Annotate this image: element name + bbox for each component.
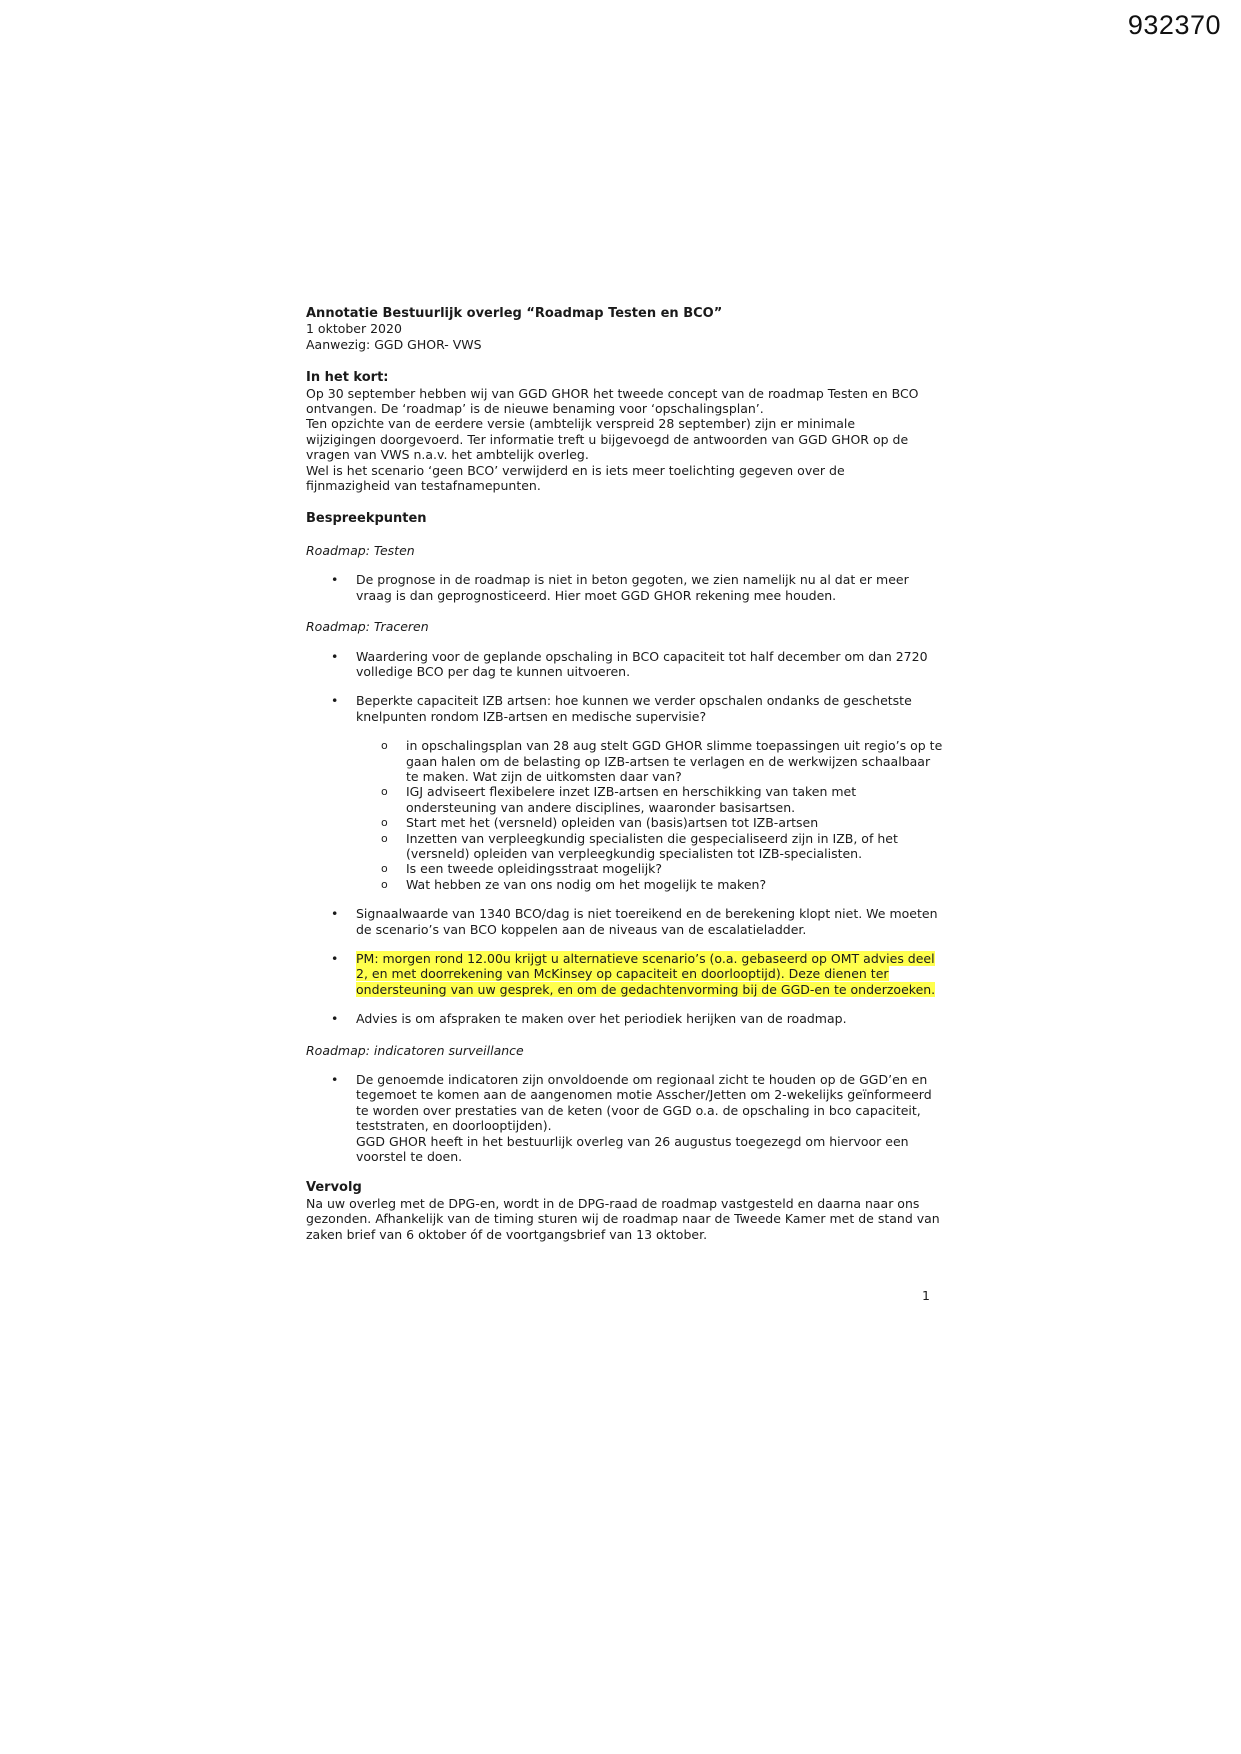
summary-heading: In het kort: (306, 370, 389, 386)
sub-list-item: o Start met het (versneld) opleiden van (basis)artsen tot IZB-artsen (356, 815, 946, 830)
document-number: 932370 (1127, 10, 1221, 40)
sub-list-item: o IGJ adviseert flexibelere inzet IZB-artsen en herschikking van taken met ondersteuning van andere disciplines, waaronder basisartsen. (356, 784, 946, 815)
list-item: • De prognose in de roadmap is niet in beton gegoten, we zien namelijk nu al dat er meer vraag is dan geprognosticeerd. Hier moet GGD GHOR rekening mee houden. (306, 572, 946, 603)
sub-list-item: o in opschalingsplan van 28 aug stelt GGD GHOR slimme toepassingen uit regio’s op te gaan halen om de belasting op IZB-artsen te verlagen en de werkwijzen schaalbaar te maken. Wat zijn de uitkomsten daar van? (356, 738, 946, 784)
document-title: Annotatie Bestuurlijk overleg “Roadmap Testen en BCO” (306, 306, 723, 321)
followup-section (306, 1180, 946, 1242)
summary-line: vragen van VWS n.a.v. het ambtelijk overleg. (306, 447, 589, 463)
highlighted-text: PM: morgen rond 12.00u krijgt u alternatieve scenario’s (o.a. gebaseerd op OMT advies deel 2, en met doorrekening van McKinsey op capaciteit en doorlooptijd). Deze dienen ter ondersteuning van uw gesprek, en om de gedachtenvorming bij de GGD-en te onderzoeken. (356, 951, 936, 997)
list-item-text: Beperkte capaciteit IZB artsen: hoe kunnen we verder opschalen ondanks de geschetste knelpunten rondom IZB-artsen en medische supervisie? (356, 693, 912, 724)
document-body (306, 306, 946, 1242)
sub-list-item: o Inzetten van verpleegkundig specialisten die gespecialiseerd zijn in IZB, of het (versneld) opleiden van verpleegkundig specialisten tot IZB-specialisten. (356, 831, 946, 862)
summary-line: wijzigingen doorgevoerd. Ter informatie treft u bijgevoegd de antwoorden van GGD GHOR op de (306, 431, 909, 447)
list-item: • Waardering voor de geplande opschaling in BCO capaciteit tot half december om dan 2720 volledige BCO per dag te kunnen uitvoeren. (306, 649, 946, 680)
subheading-traceren: Roadmap: Traceren (306, 619, 429, 635)
traceren-list (306, 649, 946, 1027)
subheading-surveillance: Roadmap: indicatoren surveillance (306, 1042, 524, 1058)
discussion-section (306, 511, 946, 1164)
discussion-heading: Bespreekpunten (306, 511, 427, 527)
document-date: 1 oktober 2020 (306, 321, 402, 337)
sub-list-item: o Wat hebben ze van ons nodig om het mogelijk te maken? (356, 877, 946, 892)
sub-list-item: o Is een tweede opleidingsstraat mogelijk? (356, 861, 946, 876)
document-header (306, 306, 946, 352)
list-item-text: • De genoemde indicatoren zijn onvoldoende om regionaal zicht te houden op de GGD’en en tegemoet te komen aan de aangenomen motie Asscher/Jetten om 2-wekelijks geïnformeerd te worden over prestaties van de keten (voor de GGD o.a. de opschaling in bco capaciteit, teststraten, en doorlooptijden). (356, 1072, 932, 1134)
list-item: • Advies is om afspraken te maken over het periodiek herijken van de roadmap. (306, 1011, 946, 1026)
subheading-testen: Roadmap: Testen (306, 542, 415, 558)
summary-line: ontvangen. De ‘roadmap’ is de nieuwe benaming voor ‘opschalingsplan’. (306, 401, 764, 417)
summary-line: Wel is het scenario ‘geen BCO’ verwijderd en is iets meer toelichting gegeven over de (306, 462, 845, 478)
list-item-text: GGD GHOR heeft in het bestuurlijk overleg van 26 augustus toegezegd om hiervoor een voorstel te doen. (356, 1133, 909, 1165)
list-item-highlighted (306, 951, 946, 997)
summary-section (306, 370, 946, 493)
list-item (306, 1072, 946, 1164)
summary-line: fijnmazigheid van testafnamepunten. (306, 478, 541, 494)
traceren-sublist (356, 738, 946, 892)
summary-line: Ten opzichte van de eerdere versie (ambtelijk verspreid 28 september) zijn er minimale (306, 416, 856, 432)
surveillance-list (306, 1072, 946, 1164)
followup-text: Na uw overleg met de DPG-en, wordt in de DPG-raad de roadmap vastgesteld en daarna naar ons gezonden. Afhankelijk van de timing sturen wij de roadmap naar de Tweede Kamer met de stand van zaken brief van 6 oktober óf de voortgangsbrief van 13 oktober. (306, 1195, 940, 1242)
page-number: 1 (922, 1288, 930, 1303)
summary-line: Op 30 september hebben wij van GGD GHOR het tweede concept van de roadmap Testen en BCO (306, 385, 919, 401)
list-item: • Signaalwaarde van 1340 BCO/dag is niet toereikend en de berekening klopt niet. We moeten de scenario’s van BCO koppelen aan de niveaus van de escalatieladder. (306, 906, 946, 937)
attendees: Aanwezig: GGD GHOR- VWS (306, 336, 482, 352)
followup-heading: Vervolg (306, 1180, 362, 1196)
testen-list (306, 572, 946, 603)
list-item-with-subitems (306, 693, 946, 892)
